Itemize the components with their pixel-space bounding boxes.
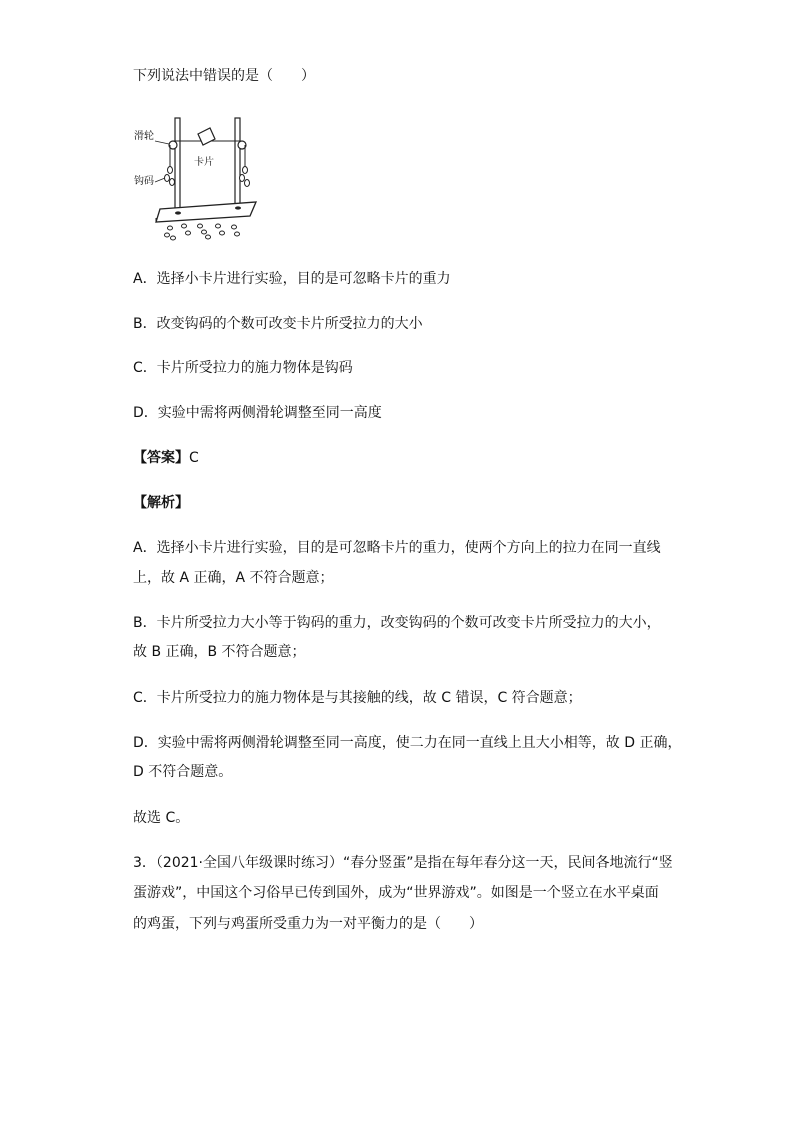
conclusion: 故选 C。 (133, 810, 190, 826)
option-a: A．选择小卡片进行实验，目的是可忽略卡片的重力 (133, 271, 451, 287)
option-c: C．卡片所受拉力的施力物体是钩码 (133, 360, 353, 376)
q3-line-2: 蛋游戏”，中国这个习俗早已传到国外，成为“世界游戏”。如图是一个竖立在水平桌面 (133, 885, 659, 901)
pulley-card-apparatus-diagram (134, 112, 263, 244)
analysis-label: 【解析】 (133, 495, 189, 511)
analysis-d-line-2: D 不符合题意。 (133, 764, 233, 780)
option-d: D．实验中需将两侧滑轮调整至同一高度 (133, 405, 382, 421)
experiment-figure (134, 112, 263, 244)
pulley-label: 滑轮 (134, 131, 154, 142)
answer-line (133, 448, 199, 468)
analysis-c-line-1: C．卡片所受拉力的施力物体是与其接触的线，故 C 错误，C 符合题意； (133, 690, 582, 706)
answer-label: 【答案】 (133, 450, 189, 466)
weight-label: 钩码 (134, 176, 154, 187)
analysis-d-line-1: D．实验中需将两侧滑轮调整至同一高度，使二力在同一直线上且大小相等，故 D 正确， (133, 735, 682, 751)
analysis-a-line-2: 上，故 A 正确，A 不符合题意； (133, 570, 334, 586)
answer-value: C (189, 450, 199, 466)
analysis-a-line-1: A．选择小卡片进行实验，目的是可忽略卡片的重力，使两个方向上的拉力在同一直线 (133, 540, 661, 556)
analysis-b-line-1: B．卡片所受拉力大小等于钩码的重力，改变钩码的个数可改变卡片所受拉力的大小， (133, 615, 661, 631)
analysis-b-line-2: 故 B 正确，B 不符合题意； (133, 644, 306, 660)
q3-line-3: 的鸡蛋，下列与鸡蛋所受重力为一对平衡力的是（ ） (133, 916, 483, 932)
q3-line-1: 3．（2021·全国八年级课时练习）“春分竖蛋”是指在每年春分这一天，民间各地流行“竖 (133, 855, 673, 871)
option-b: B．改变钩码的个数可改变卡片所受拉力的大小 (133, 316, 423, 332)
card-label: 卡片 (194, 157, 214, 168)
question-stem: 下列说法中错误的是（ ） (133, 68, 315, 84)
